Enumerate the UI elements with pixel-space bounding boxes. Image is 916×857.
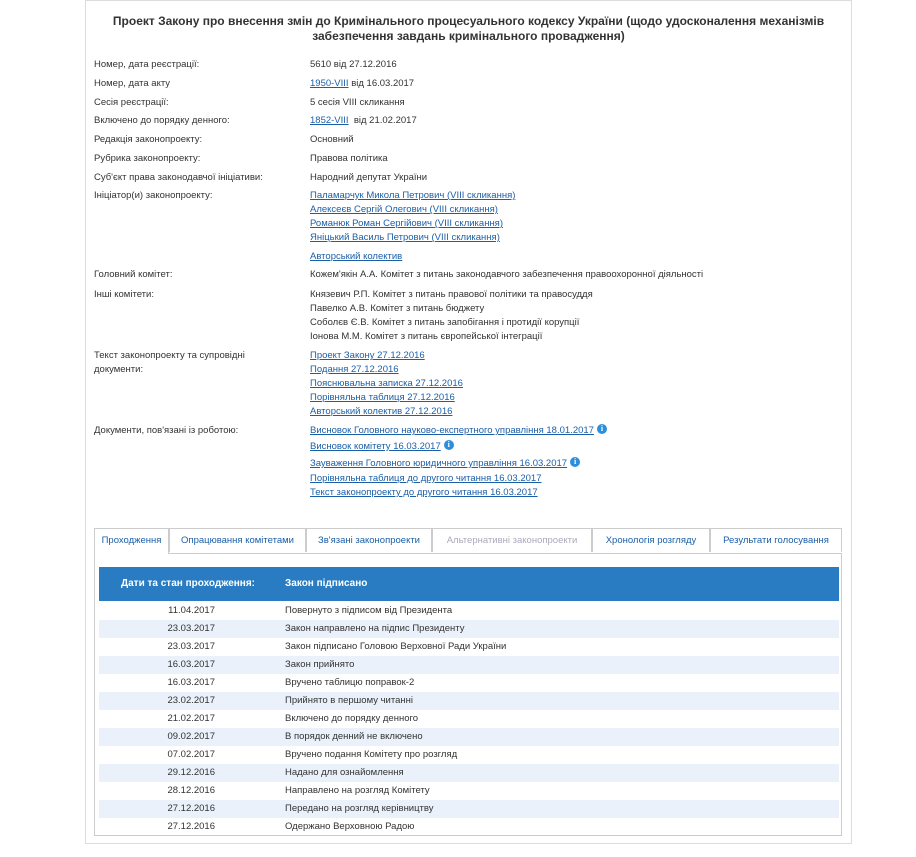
row-date: 07.02.2017 [167,749,215,760]
header-dates: Дати та стан проходження: [121,578,255,589]
table-row [99,710,839,728]
related-doc-link[interactable]: Зауваження Головного юридичного управління 16.03.2017 [310,458,568,469]
authors-collective-link[interactable]: Авторський колектив [310,251,403,262]
document-link[interactable]: Пояснювальна записка 27.12.2016 [310,378,463,389]
row-event: Повернуто з підписом від Президента [285,605,453,616]
table-row [99,746,839,764]
reg-value: 5610 від 27.12.2016 [310,59,397,70]
row-date: 23.02.2017 [167,695,215,706]
texts-label: Текст законопроекту та супровідні [94,350,245,361]
related-doc-link[interactable]: Висновок комітету 16.03.2017 [310,441,441,452]
header-status: Закон підписано [285,578,368,589]
row-event: Вручено подання Комітету про розгляд [285,749,458,760]
table-row [99,818,839,836]
agenda-label: Включено до порядку денного: [94,115,230,126]
related-item [310,424,607,437]
tab-linked-bills[interactable]: Зв'язані законопроекти [306,528,432,552]
initiator-link[interactable]: Романюк Роман Сергійович (VIII скликання) [310,218,503,229]
row-date: 23.03.2017 [167,623,215,634]
agenda-date: від 21.02.2017 [348,115,417,126]
initiator-link[interactable]: Яніцький Василь Петрович (VIII скликання) [310,232,500,243]
tab-alternative-bills[interactable]: Альтернативні законопроекти [432,528,592,552]
agenda-number-link[interactable]: 1852-VIII [310,115,349,126]
tab-progress[interactable]: Проходження [94,528,169,554]
act-number-link[interactable]: 1950-VIII [310,78,349,89]
document-link[interactable]: Авторський колектив 27.12.2016 [310,406,453,417]
session-label: Сесія реєстрації: [94,97,169,108]
initiator-link[interactable]: Паламарчук Микола Петрович (VIII скликання) [310,190,516,201]
row-date: 28.12.2016 [167,785,215,796]
subject-label: Суб'єкт права законодавчої ініціативи: [94,172,263,183]
table-row [99,620,839,638]
act-date: від 16.03.2017 [348,78,415,89]
session-value: 5 сесія VIII скликання [310,97,405,108]
related-doc-link[interactable]: Порівняльна таблиця до другого читання 16.03.2017 [310,473,542,484]
row-event: Надано для ознайомлення [285,767,404,778]
row-date: 27.12.2016 [167,821,215,832]
other-committee: Іонова М.М. Комітет з питань європейської інтеграції [310,331,543,342]
other-committee: Князевич Р.П. Комітет з питань правової політики та правосуддя [310,289,593,300]
table-row [99,656,839,674]
other-committees-label: Інші комітети: [94,289,154,300]
initiator-link[interactable]: Алексеєв Сергій Олегович (VIII скликання) [310,204,498,215]
row-event: Прийнято в першому читанні [285,695,413,706]
act-label: Номер, дата акту [94,78,171,89]
row-date: 29.12.2016 [167,767,215,778]
tab-chronology[interactable]: Хронологія розгляду [592,528,710,552]
related-item [310,457,580,470]
other-committee: Соболєв Є.В. Комітет з питань запобігання і протидії корупції [310,317,580,328]
main-committee-label: Головний комітет: [94,269,173,280]
row-date: 16.03.2017 [167,677,215,688]
table-row [99,638,839,656]
row-event: Закон направлено на підпис Президенту [285,623,465,634]
table-row [99,602,839,620]
related-doc-link[interactable]: Висновок Головного науково-експертного управління 18.01.2017 [310,425,594,436]
row-event: Передано на розгляд керівництву [285,803,434,814]
tab-committees[interactable]: Опрацювання комітетами [169,528,306,552]
row-event: Вручено таблицю поправок-2 [285,677,415,688]
row-date: 27.12.2016 [167,803,215,814]
table-row [99,782,839,800]
row-event: Закон прийнято [285,659,355,670]
edition-value: Основний [310,134,354,145]
tab-voting-results[interactable]: Результати голосування [710,528,842,552]
info-icon[interactable]: i [570,457,580,467]
act-value [310,77,414,90]
row-date: 23.03.2017 [167,641,215,652]
row-date: 16.03.2017 [167,659,215,670]
info-icon[interactable]: i [597,424,607,434]
table-row [99,692,839,710]
related-doc-link[interactable]: Текст законопроекту до другого читання 16.03.2017 [310,487,538,498]
tab-bar [94,528,842,554]
row-event: Закон підписано Головою Верховної Ради України [285,641,507,652]
row-date: 11.04.2017 [168,605,215,616]
edition-label: Редакція законопроекту: [94,134,203,145]
info-icon[interactable]: i [444,440,454,450]
texts-label-cont: документи: [94,364,144,375]
related-item [310,440,454,453]
related-label: Документи, пов'язані із роботою: [94,425,239,436]
table-row [99,674,839,692]
row-event: Одержано Верховною Радою [285,821,415,832]
reg-label: Номер, дата реєстрації: [94,59,200,70]
row-date: 09.02.2017 [167,731,215,742]
row-date: 21.02.2017 [167,713,215,724]
rubric-value: Правова політика [310,153,388,164]
table-row [99,728,839,746]
subject-value: Народний депутат України [310,172,428,183]
table-row [99,764,839,782]
row-event: В порядок денний не включено [285,731,423,742]
rubric-label: Рубрика законопроекту: [94,153,201,164]
document-link[interactable]: Проект Закону 27.12.2016 [310,350,425,361]
main-committee-value: Кожем'якін А.А. Комітет з питань законодавчого забезпечення правоохоронної діяльності [310,269,704,280]
bill-card [85,0,852,844]
page-title: Проект Закону про внесення змін до Кримінального процесуального кодексу України (щодо удосконалення механізмів забезпечення завдань кримінального провадження) [112,14,825,43]
progress-panel [94,553,842,836]
agenda-value [310,114,417,127]
row-event: Направлено на розгляд Комітету [285,785,430,796]
other-committee: Павелко А.В. Комітет з питань бюджету [310,303,485,314]
document-link[interactable]: Подання 27.12.2016 [310,364,399,375]
table-row [99,800,839,818]
row-event: Включено до порядку денного [285,713,419,724]
initiators-label: Ініціатор(и) законопроекту: [94,190,213,201]
document-link[interactable]: Порівняльна таблиця 27.12.2016 [310,392,455,403]
table-header [99,567,839,601]
